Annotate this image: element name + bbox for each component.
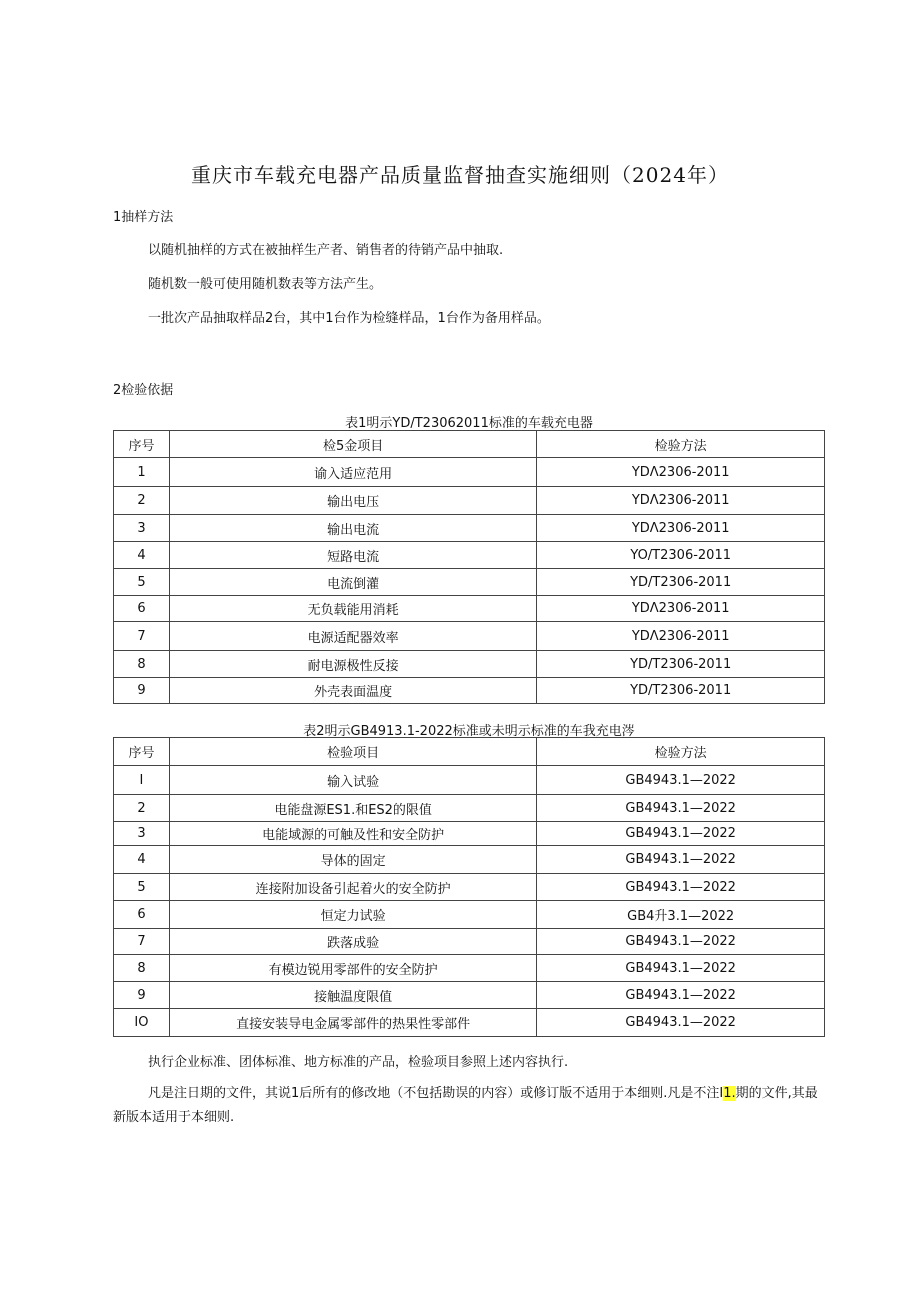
after-table-text: 执行企业标准、团体标准、地方标准的产品，检验项目参照上述内容执行. xyxy=(148,1055,569,1070)
table-cell: IO xyxy=(114,1009,170,1037)
table-cell: 耐电源极性反接 xyxy=(169,651,536,678)
table-cell: 8 xyxy=(114,955,170,982)
table-cell: I xyxy=(114,766,170,795)
table-cell: YDΛ2306-2011 xyxy=(537,622,825,651)
table2-caption: 表2明示GB4913.1-2022标准或未明示标准的车我充电涔 xyxy=(303,724,635,739)
table-cell: 4 xyxy=(114,846,170,874)
note-paragraph xyxy=(113,1082,825,1130)
table1-caption: 表1明示YD/T23062011标准的车载充电器 xyxy=(345,416,593,431)
table-row xyxy=(114,1009,825,1037)
table-row xyxy=(114,955,825,982)
note-text: 期的文件,其最新版本适用于本细则. xyxy=(113,1086,818,1125)
table-cell: 5 xyxy=(114,874,170,901)
page-title: 重庆市车载充电器产品质量监督抽查实施细则（2024年） xyxy=(191,163,729,187)
table-cell: 有模边锐用零部件的安全防护 xyxy=(169,955,536,982)
table-cell: GB4943.1—2022 xyxy=(537,822,825,846)
table-cell: 7 xyxy=(114,622,170,651)
table-header-row xyxy=(114,431,825,458)
table-cell: 外壳表面温度 xyxy=(169,678,536,704)
table-cell: 9 xyxy=(114,678,170,704)
table-cell: 导体的固定 xyxy=(169,846,536,874)
sampling-paragraph: 随机数一般可使用随机数表等方法产生。 xyxy=(148,277,383,292)
table-cell: GB4升3.1—2022 xyxy=(537,901,825,929)
table2 xyxy=(113,737,825,1037)
table-cell: GB4943.1—2022 xyxy=(537,766,825,795)
sampling-paragraph: 以随机抽样的方式在被抽样生产者、销售者的待销产品中抽取. xyxy=(148,243,504,258)
table-cell: 7 xyxy=(114,929,170,955)
table-cell: 3 xyxy=(114,515,170,542)
header-cell: 检验方法 xyxy=(537,738,825,766)
table-cell: 电源适配器效率 xyxy=(169,622,536,651)
table-row xyxy=(114,678,825,704)
table-row xyxy=(114,822,825,846)
table-cell: 6 xyxy=(114,596,170,622)
table-cell: GB4943.1—2022 xyxy=(537,795,825,822)
table-row xyxy=(114,542,825,569)
table-cell: 电能域源的可触及性和安全防护 xyxy=(169,822,536,846)
table-cell: 连接附加设备引起着火的安全防护 xyxy=(169,874,536,901)
table-cell: 3 xyxy=(114,822,170,846)
highlighted-text: 1. xyxy=(723,1086,736,1101)
table-cell: 6 xyxy=(114,901,170,929)
table-row xyxy=(114,874,825,901)
table-cell: 9 xyxy=(114,982,170,1009)
table-cell: 跌落成验 xyxy=(169,929,536,955)
table-cell: 短路电流 xyxy=(169,542,536,569)
table-cell: 无负载能用消耗 xyxy=(169,596,536,622)
table-cell: YD/T2306-2011 xyxy=(537,678,825,704)
table-cell: YD/T2306-2011 xyxy=(537,569,825,596)
table-cell: YD/T2306-2011 xyxy=(537,651,825,678)
header-cell: 检5金项目 xyxy=(169,431,536,458)
table-header-row xyxy=(114,738,825,766)
table-cell: 接触温度限值 xyxy=(169,982,536,1009)
section-heading-sampling: 1抽样方法 xyxy=(113,210,174,225)
table-cell: 电流倒灌 xyxy=(169,569,536,596)
table1 xyxy=(113,430,825,704)
table-cell: 输出电流 xyxy=(169,515,536,542)
section-heading-basis: 2检验依据 xyxy=(113,383,174,398)
table-cell: GB4943.1—2022 xyxy=(537,874,825,901)
table-row xyxy=(114,622,825,651)
table-row xyxy=(114,846,825,874)
table-cell: GB4943.1—2022 xyxy=(537,846,825,874)
table-cell: YDΛ2306-2011 xyxy=(537,458,825,487)
table-cell: 恒定力试验 xyxy=(169,901,536,929)
table-cell: 直接安装导电金属零部件的热果性零部件 xyxy=(169,1009,536,1037)
table-cell: 电能盘源ES1.和ES2的限值 xyxy=(169,795,536,822)
header-cell: 检验项目 xyxy=(169,738,536,766)
table-row xyxy=(114,458,825,487)
table-cell: 4 xyxy=(114,542,170,569)
table-row xyxy=(114,651,825,678)
table-cell: 2 xyxy=(114,487,170,515)
table-cell: 输入试验 xyxy=(169,766,536,795)
table-row xyxy=(114,569,825,596)
table-cell: 1 xyxy=(114,458,170,487)
table-cell: 8 xyxy=(114,651,170,678)
header-cell: 序号 xyxy=(114,738,170,766)
table-row xyxy=(114,766,825,795)
table-cell: GB4943.1—2022 xyxy=(537,982,825,1009)
table-row xyxy=(114,795,825,822)
table-cell: GB4943.1—2022 xyxy=(537,1009,825,1037)
table-cell: GB4943.1—2022 xyxy=(537,955,825,982)
table-cell: YDΛ2306-2011 xyxy=(537,596,825,622)
header-cell: 序号 xyxy=(114,431,170,458)
table-row xyxy=(114,929,825,955)
table-cell: YDΛ2306-2011 xyxy=(537,487,825,515)
table-cell: YO/T2306-2011 xyxy=(537,542,825,569)
note-text: 凡是注日期的文件，其说1后所有的修改地（不包括勘误的内容）或修订版不适用于本细则.凡是不注I xyxy=(148,1086,724,1101)
sampling-paragraph: 一批次产品抽取样品2台，其中1台作为检缝样品，1台作为备用样品。 xyxy=(148,311,550,326)
table-row xyxy=(114,487,825,515)
table-row xyxy=(114,596,825,622)
table-cell: 输出电压 xyxy=(169,487,536,515)
table-row xyxy=(114,901,825,929)
table-row xyxy=(114,982,825,1009)
table-cell: YDΛ2306-2011 xyxy=(537,515,825,542)
table-row xyxy=(114,515,825,542)
header-cell: 检验方法 xyxy=(537,431,825,458)
table-cell: 谕入适应范用 xyxy=(169,458,536,487)
table-cell: GB4943.1—2022 xyxy=(537,929,825,955)
table-cell: 2 xyxy=(114,795,170,822)
table-cell: 5 xyxy=(114,569,170,596)
